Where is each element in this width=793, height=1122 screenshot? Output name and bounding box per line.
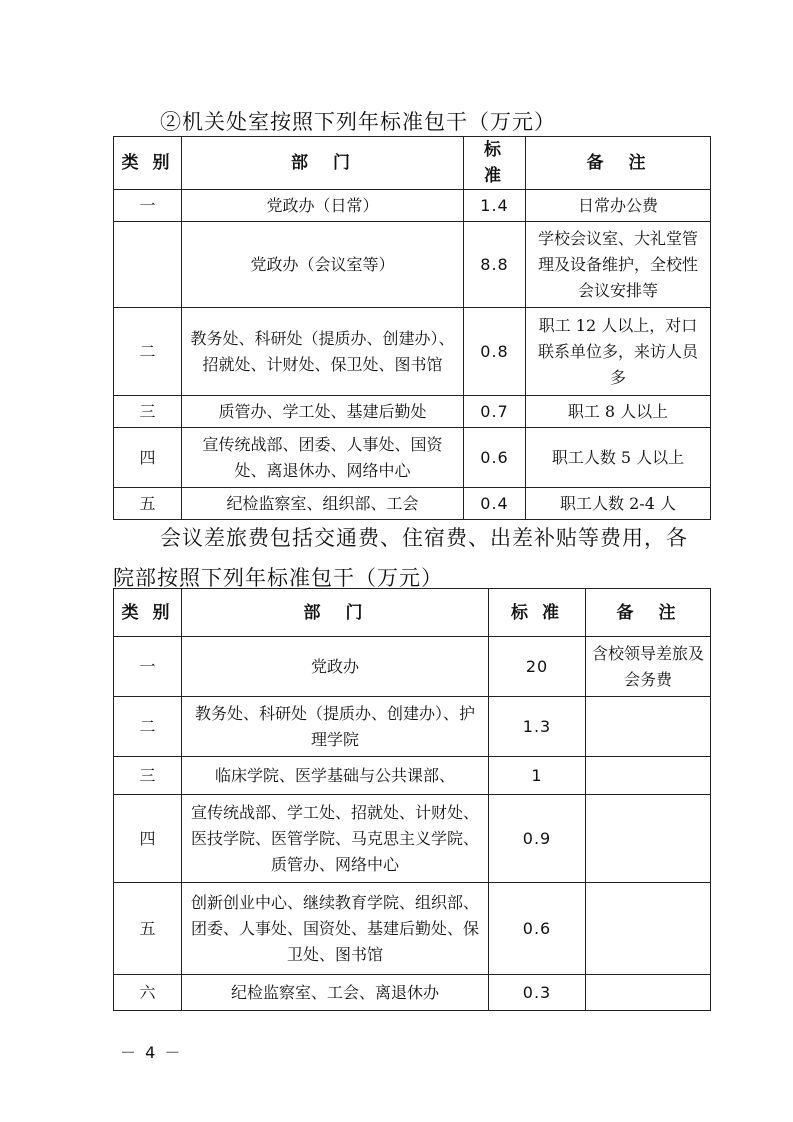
table-row — [114, 975, 711, 1011]
table-row — [114, 428, 711, 488]
table-row — [114, 396, 711, 428]
cell-standard: 1.4 — [464, 190, 526, 222]
header-remark: 备 注 — [586, 589, 711, 637]
table-header-row — [114, 137, 711, 190]
table-row — [114, 190, 711, 222]
college-travel-budget-table — [113, 588, 711, 1011]
cell-standard: 20 — [489, 637, 586, 697]
cell-department: 质管办、学工处、基建后勤处 — [182, 396, 464, 428]
cell-standard: 0.8 — [464, 308, 526, 396]
table-row — [114, 697, 711, 757]
table-row — [114, 757, 711, 795]
cell-standard: 8.8 — [464, 222, 526, 308]
cell-remark: 日常办公费 — [526, 190, 711, 222]
cell-category: 二 — [114, 697, 182, 757]
cell-category: 一 — [114, 190, 182, 222]
cell-category: 四 — [114, 428, 182, 488]
cell-remark — [586, 697, 711, 757]
cell-standard: 1 — [489, 757, 586, 795]
cell-standard: 0.9 — [489, 795, 586, 883]
cell-department: 创新创业中心、继续教育学院、组织部、团委、人事处、国资处、基建后勤处、保卫处、图书馆 — [182, 883, 489, 975]
cell-category — [114, 222, 182, 308]
cell-standard: 0.6 — [489, 883, 586, 975]
cell-category: 六 — [114, 975, 182, 1011]
cell-remark — [586, 883, 711, 975]
cell-remark — [586, 757, 711, 795]
cell-category: 四 — [114, 795, 182, 883]
section1-heading: ②机关处室按照下列年标准包干（万元） — [160, 110, 556, 134]
cell-department: 党政办（日常） — [182, 190, 464, 222]
cell-remark: 含校领导差旅及会务费 — [586, 637, 711, 697]
cell-department: 党政办（会议室等） — [182, 222, 464, 308]
header-standard: 标 准 — [489, 589, 586, 637]
header-category: 类 别 — [114, 137, 182, 190]
cell-standard: 1.3 — [489, 697, 586, 757]
cell-department: 纪检监察室、组织部、工会 — [182, 488, 464, 520]
cell-standard: 0.7 — [464, 396, 526, 428]
cell-department: 教务处、科研处（提质办、创建办）、招就处、计财处、保卫处、图书馆 — [182, 308, 464, 396]
cell-department: 宣传统战部、学工处、招就处、计财处、医技学院、医管学院、马克思主义学院、质管办、网络中心 — [182, 795, 489, 883]
cell-department: 纪检监察室、工会、离退休办 — [182, 975, 489, 1011]
cell-remark: 职工人数 5 人以上 — [526, 428, 711, 488]
cell-remark: 职工人数 2-4 人 — [526, 488, 711, 520]
table-row — [114, 308, 711, 396]
cell-remark — [586, 975, 711, 1011]
table-header-row — [114, 589, 711, 637]
cell-category: 二 — [114, 308, 182, 396]
cell-department: 临床学院、医学基础与公共课部、 — [182, 757, 489, 795]
cell-category: 三 — [114, 757, 182, 795]
paragraph-line-2: 院部按照下列年标准包干（万元） — [113, 566, 443, 590]
cell-department: 教务处、科研处（提质办、创建办）、护理学院 — [182, 697, 489, 757]
cell-standard: 0.3 — [489, 975, 586, 1011]
cell-standard: 0.4 — [464, 488, 526, 520]
office-budget-table — [113, 136, 711, 520]
table-row — [114, 222, 711, 308]
cell-category: 五 — [114, 883, 182, 975]
cell-department: 党政办 — [182, 637, 489, 697]
header-department: 部 门 — [182, 137, 464, 190]
table-row — [114, 637, 711, 697]
cell-remark: 学校会议室、大礼堂管理及设备维护，全校性会议安排等 — [526, 222, 711, 308]
cell-remark: 职工 8 人以上 — [526, 396, 711, 428]
paragraph-line-1: 会议差旅费包括交通费、住宿费、出差补贴等费用，各 — [160, 526, 688, 550]
table-row — [114, 883, 711, 975]
header-category: 类 别 — [114, 589, 182, 637]
cell-department: 宣传统战部、团委、人事处、国资处、离退休办、网络中心 — [182, 428, 464, 488]
cell-remark — [586, 795, 711, 883]
cell-remark: 职工 12 人以上，对口联系单位多，来访人员多 — [526, 308, 711, 396]
cell-category: 五 — [114, 488, 182, 520]
table-row — [114, 488, 711, 520]
page-number: － 4 － — [120, 1043, 183, 1062]
table-row — [114, 795, 711, 883]
header-standard: 标 准 — [464, 137, 526, 190]
cell-category: 三 — [114, 396, 182, 428]
header-remark: 备 注 — [526, 137, 711, 190]
header-department: 部 门 — [182, 589, 489, 637]
cell-category: 一 — [114, 637, 182, 697]
cell-standard: 0.6 — [464, 428, 526, 488]
